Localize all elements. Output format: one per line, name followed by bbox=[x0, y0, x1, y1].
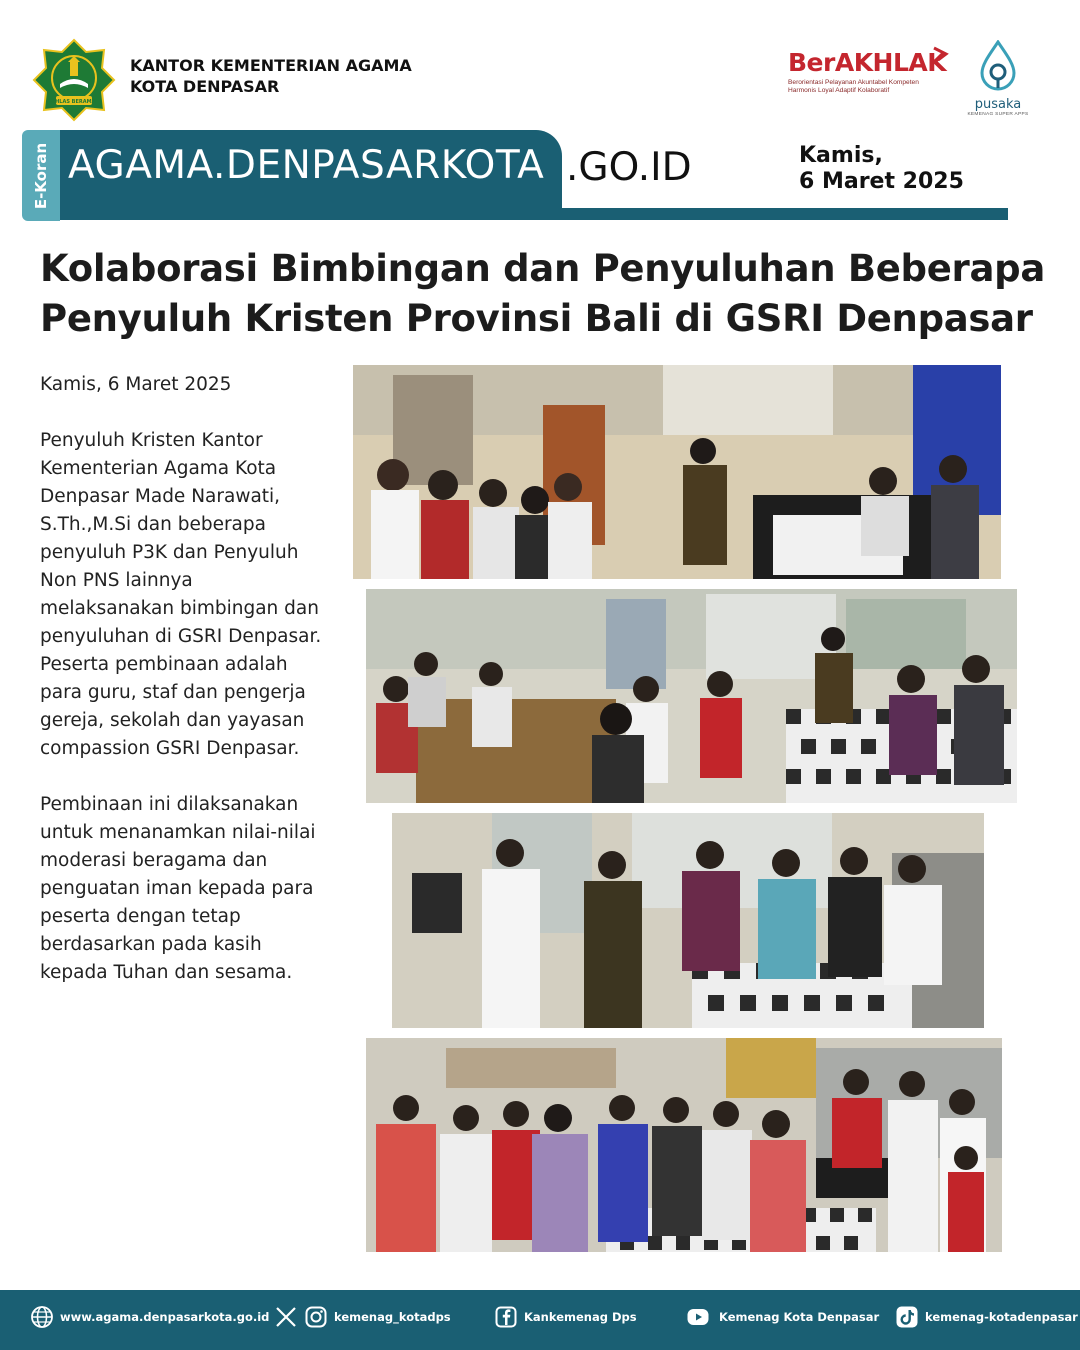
site-name: AGAMA.DENPASARKOTA bbox=[68, 143, 545, 188]
pusaka-drop-icon bbox=[978, 40, 1018, 92]
berakhlak-word: BerAKHLAK bbox=[788, 48, 947, 77]
org-line-1: KANTOR KEMENTERIAN AGAMA bbox=[130, 56, 412, 75]
x-icon bbox=[274, 1305, 298, 1329]
footer-youtube-text: Kemenag Kota Denpasar bbox=[719, 1310, 880, 1324]
org-line-2: KOTA DENPASAR bbox=[130, 77, 280, 96]
footer-website-text: www.agama.denpasarkota.go.id bbox=[60, 1310, 270, 1324]
photo-1 bbox=[353, 365, 1001, 579]
pusaka-logo bbox=[962, 40, 1034, 120]
facebook-icon bbox=[494, 1305, 518, 1329]
photo-4 bbox=[366, 1038, 1002, 1252]
footer-tiktok-text: kemenag-kotadenpasar bbox=[925, 1310, 1078, 1324]
footer-facebook[interactable] bbox=[494, 1304, 637, 1330]
issue-date-text: 6 Maret 2025 bbox=[799, 169, 964, 194]
kemenag-logo bbox=[32, 38, 116, 122]
site-tld: .GO.ID bbox=[566, 145, 692, 190]
footer-youtube[interactable] bbox=[683, 1304, 879, 1330]
footer-tiktok[interactable] bbox=[895, 1304, 1078, 1330]
issue-day: Kamis, bbox=[799, 143, 883, 168]
article-body bbox=[40, 371, 330, 1015]
photo-3 bbox=[392, 813, 984, 1028]
berakhlak-tagline-2: Harmonis Loyal Adaptif Kolaboratif bbox=[788, 87, 890, 94]
instagram-icon bbox=[304, 1305, 328, 1329]
youtube-icon bbox=[683, 1305, 713, 1329]
article-paragraph-1: Penyuluh Kristen Kantor Kementerian Agama Kota Denpasar Made Narawati, S.Th.,M.Si dan beberapa penyuluh P3K dan Penyuluh Non PNS lainnya melaksanakan bimbingan dan penyuluhan di GSRI Denpasar. Peserta pembinaan adalah para guru, staf dan pengerja gereja, sekolah dan yayasan compassion GSRI Denpasar. bbox=[40, 430, 322, 759]
footer-x-instagram[interactable] bbox=[274, 1304, 451, 1330]
berakhlak-arrow-icon bbox=[932, 46, 950, 62]
masthead-rule bbox=[60, 208, 1008, 220]
logo-caption: IKHLAS BERAMAL bbox=[49, 99, 99, 105]
tiktok-icon bbox=[895, 1305, 919, 1329]
article-dateline: Kamis, 6 Maret 2025 bbox=[40, 374, 232, 395]
article-paragraph-2: Pembinaan ini dilaksanakan untuk menanamkan nilai-nilai moderasi beragama dan penguatan iman kepada para peserta dengan tetap berdasarkan pada kasih kepada Tuhan dan sesama. bbox=[40, 794, 316, 983]
organization-name bbox=[130, 55, 412, 97]
pusaka-word: pusaka bbox=[974, 97, 1022, 112]
photo-2 bbox=[366, 589, 1017, 803]
footer-website[interactable] bbox=[30, 1304, 269, 1330]
globe-icon bbox=[30, 1305, 54, 1329]
issue-date bbox=[799, 143, 964, 195]
berakhlak-logo bbox=[788, 48, 958, 112]
berakhlak-tagline-1: Berorientasi Pelayanan Akuntabel Kompeten bbox=[788, 79, 919, 86]
footer-instagram-text: kemenag_kotadps bbox=[334, 1310, 451, 1324]
ekoran-label: E-Koran bbox=[32, 142, 50, 209]
pusaka-subtitle: KEMENAG SUPER APPS bbox=[967, 112, 1029, 117]
footer-facebook-text: Kankemenag Dps bbox=[524, 1310, 637, 1324]
article-headline: Kolaborasi Bimbingan dan Penyuluhan Beberapa Penyuluh Kristen Provinsi Bali di GSRI Denpasar bbox=[40, 247, 1046, 340]
